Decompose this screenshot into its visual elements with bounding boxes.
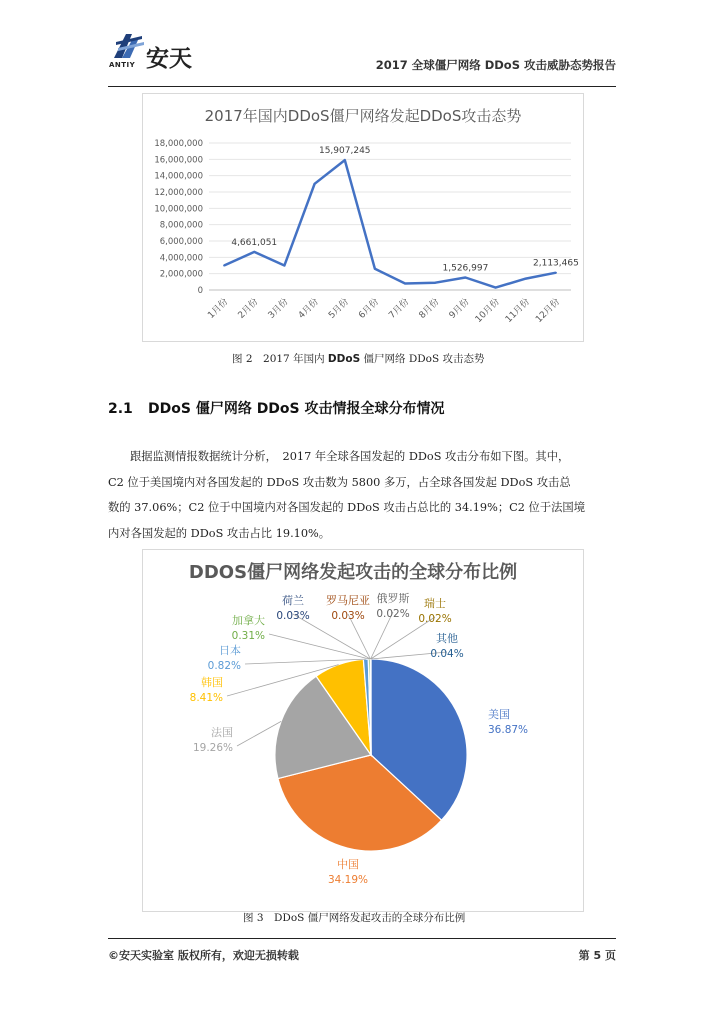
data-point [404,282,406,284]
x-tick-label: 12月份 [534,297,563,325]
x-tick-label: 8月份 [417,297,442,321]
x-tick-label: 11月份 [503,297,532,325]
data-label: 2,113,465 [533,258,579,269]
x-tick-label: 7月份 [387,297,412,321]
y-tick-label: 0 [197,286,203,296]
y-tick-label: 18,000,000 [154,139,203,149]
copyright-notice: ©安天实验室 版权所有，欢迎无损转载 [108,949,299,962]
data-point [495,287,497,289]
page-header [108,28,616,87]
paragraph-line: C2 位于美国境内对各国发起的 DDoS 攻击数为 5800 多万，占全球各国发起 DDoS 攻击总 [108,475,571,489]
y-tick-label: 6,000,000 [159,237,203,247]
data-point [555,272,557,274]
x-tick-label: 4月份 [296,297,321,321]
figure-2-caption [232,351,485,366]
slice-name-label: 罗马尼亚 [326,594,370,607]
footer-rule [108,938,616,939]
slice-value-label: 0.03% [331,610,365,622]
slice-name-label: 荷兰 [282,594,304,607]
y-tick-label: 8,000,000 [159,220,203,231]
line-chart [143,94,583,341]
slice-value-label: 19.26% [192,742,233,754]
data-point [464,277,466,279]
pie-chart [143,550,583,911]
line-chart-panel [142,93,584,342]
logo-wordmark-small: ANTIY [109,61,136,69]
data-label: 15,907,245 [318,146,371,157]
data-point [374,268,376,270]
chart-title: DDOS僵尸网络发起攻击的全球分布比例 [188,562,518,583]
figure-3-caption: 图 3 DDoS 僵尸网络发起攻击的全球分布比例 [243,912,466,924]
y-tick-label: 10,000,000 [154,204,203,215]
x-tick-label: 3月份 [266,297,291,321]
slice-name-label: 韩国 [201,676,223,689]
slice-value-label: 8.41% [189,692,223,704]
slice-value-label: 0.02% [376,608,410,620]
caption-rest: DDoS 攻击态势 [408,353,485,365]
data-label: 4,661,051 [231,237,278,248]
slice-name-label: 俄罗斯 [376,592,410,605]
page-number: 第 5 页 [578,949,616,962]
report-title: 2017 全球僵尸网络 DDoS 攻击威胁态势报告 [375,58,616,72]
slice-name-label: 加拿大 [232,614,265,627]
slice-name-label: 法国 [211,726,233,739]
x-tick-label: 5月份 [327,297,351,321]
x-tick-label: 1月份 [206,297,231,321]
slice-name-label: 中国 [337,858,359,871]
slice-value-label: 0.82% [207,660,241,672]
slice-value-label: 0.04% [430,648,464,660]
paragraph-line: 跟据监测情报数据统计分析， 2017 年全球各国发起的 DDoS 攻击分布如下图。其中， [130,450,570,463]
x-tick-label: 2月份 [236,297,261,321]
slice-value-label: 36.87% [488,724,529,736]
pie-chart-panel [142,549,584,912]
data-point [283,265,285,267]
y-tick-label: 16,000,000 [154,155,203,166]
slice-name-label: 其他 [436,632,458,645]
x-tick-label: 6月份 [357,297,382,321]
antiy-logo [108,30,208,74]
caption-bold: DDoS [327,353,361,365]
y-tick-label: 14,000,000 [154,171,203,182]
data-point [344,159,346,161]
leader-line [269,634,369,659]
slice-value-label: 0.03% [276,610,310,622]
data-label: 1,526,997 [442,263,489,274]
logo-wordmark: 安天 [146,46,192,72]
caption-mid: 僵尸网络 [363,353,406,365]
x-tick-label: 10月份 [473,297,502,325]
section-heading [108,398,445,418]
data-point [314,183,316,185]
paragraph-line: 内对各国发起的 DDoS 攻击占比 19.10%。 [108,526,331,540]
slice-name-label: 美国 [488,708,510,721]
data-point [525,278,527,280]
section-number: 2.1 [108,401,133,417]
antiy-emblem-icon [112,30,146,62]
slice-value-label: 0.31% [231,630,265,642]
series-line [224,160,556,288]
section-title-text: DDoS 僵尸网络 DDoS 攻击情报全球分布情况 [148,401,445,417]
slice-name-label: 瑞士 [424,597,446,610]
leader-line [237,721,281,746]
y-tick-label: 4,000,000 [159,253,203,264]
data-point [223,265,225,267]
paragraph-line: 数的 37.06%；C2 位于中国境内对各国发起的 DDoS 攻击占总比的 34.19%；C2 位于法国境 [108,501,586,514]
x-tick-label: 9月份 [447,297,472,321]
caption-prefix: 图 2 2017 年国内 [232,353,325,365]
y-tick-label: 2,000,000 [159,269,203,280]
slice-value-label: 34.19% [327,874,369,886]
data-point [434,282,436,284]
chart-title: 2017年国内DDoS僵尸网络发起DDoS攻击态势 [204,107,522,125]
slice-value-label: 0.02% [418,613,452,625]
body-paragraph [108,444,616,546]
data-point [253,251,255,253]
y-tick-label: 12,000,000 [154,188,203,198]
slice-name-label: 日本 [219,644,241,657]
